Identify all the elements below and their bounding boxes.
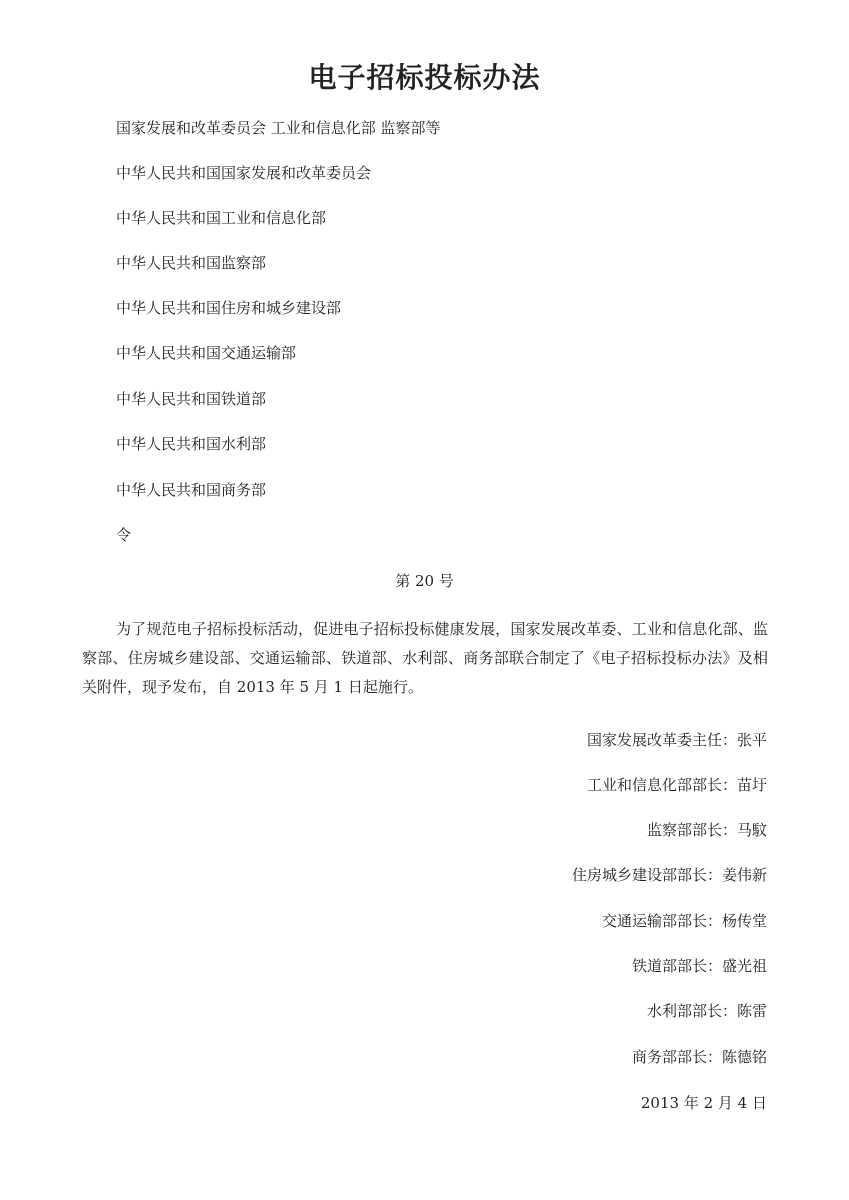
ministry-ndrc: 中华人民共和国国家发展和改革委员会 [116, 164, 372, 182]
ministry-supervision: 中华人民共和国监察部 [116, 254, 267, 272]
body-paragraph: 为了规范电子招标投标活动，促进电子招标投标健康发展，国家发展改革委、工业和信息化部、监察部、住房城乡建设部、交通运输部、铁道部、水利部、商务部联合制定了《电子招标投标办法》及相关附件，现予发布，自 2013 年 5 月 1 日起施行。 [82, 620, 768, 696]
signature-housing: 住房城乡建设部部长：姜伟新 [571, 866, 767, 884]
document-title: 电子招标投标办法 [308, 61, 541, 94]
ministry-railways: 中华人民共和国铁道部 [116, 390, 267, 408]
signature-transport: 交通运输部部长：杨传堂 [601, 912, 767, 930]
ministry-commerce: 中华人民共和国商务部 [116, 481, 267, 499]
issue-date: 2013 年 2 月 4 日 [640, 1094, 767, 1112]
signature-miit: 工业和信息化部部长：苗圩 [586, 776, 767, 794]
signature-water: 水利部部长：陈雷 [646, 1002, 767, 1020]
signature-railways: 铁道部部长：盛光祖 [631, 957, 767, 975]
ministry-transport: 中华人民共和国交通运输部 [116, 344, 297, 362]
ministry-housing: 中华人民共和国住房和城乡建设部 [116, 299, 342, 317]
ministry-water: 中华人民共和国水利部 [116, 435, 267, 453]
order-number: 第 20 号 [395, 572, 454, 590]
signature-ndrc: 国家发展改革委主任：张平 [586, 731, 767, 749]
order-label: 令 [116, 526, 132, 544]
issuers-line: 国家发展和改革委员会 工业和信息化部 监察部等 [116, 119, 441, 137]
signature-commerce: 商务部部长：陈德铭 [631, 1048, 767, 1066]
ministry-miit: 中华人民共和国工业和信息化部 [116, 209, 327, 227]
signature-supervision: 监察部部长：马馼 [646, 821, 767, 839]
